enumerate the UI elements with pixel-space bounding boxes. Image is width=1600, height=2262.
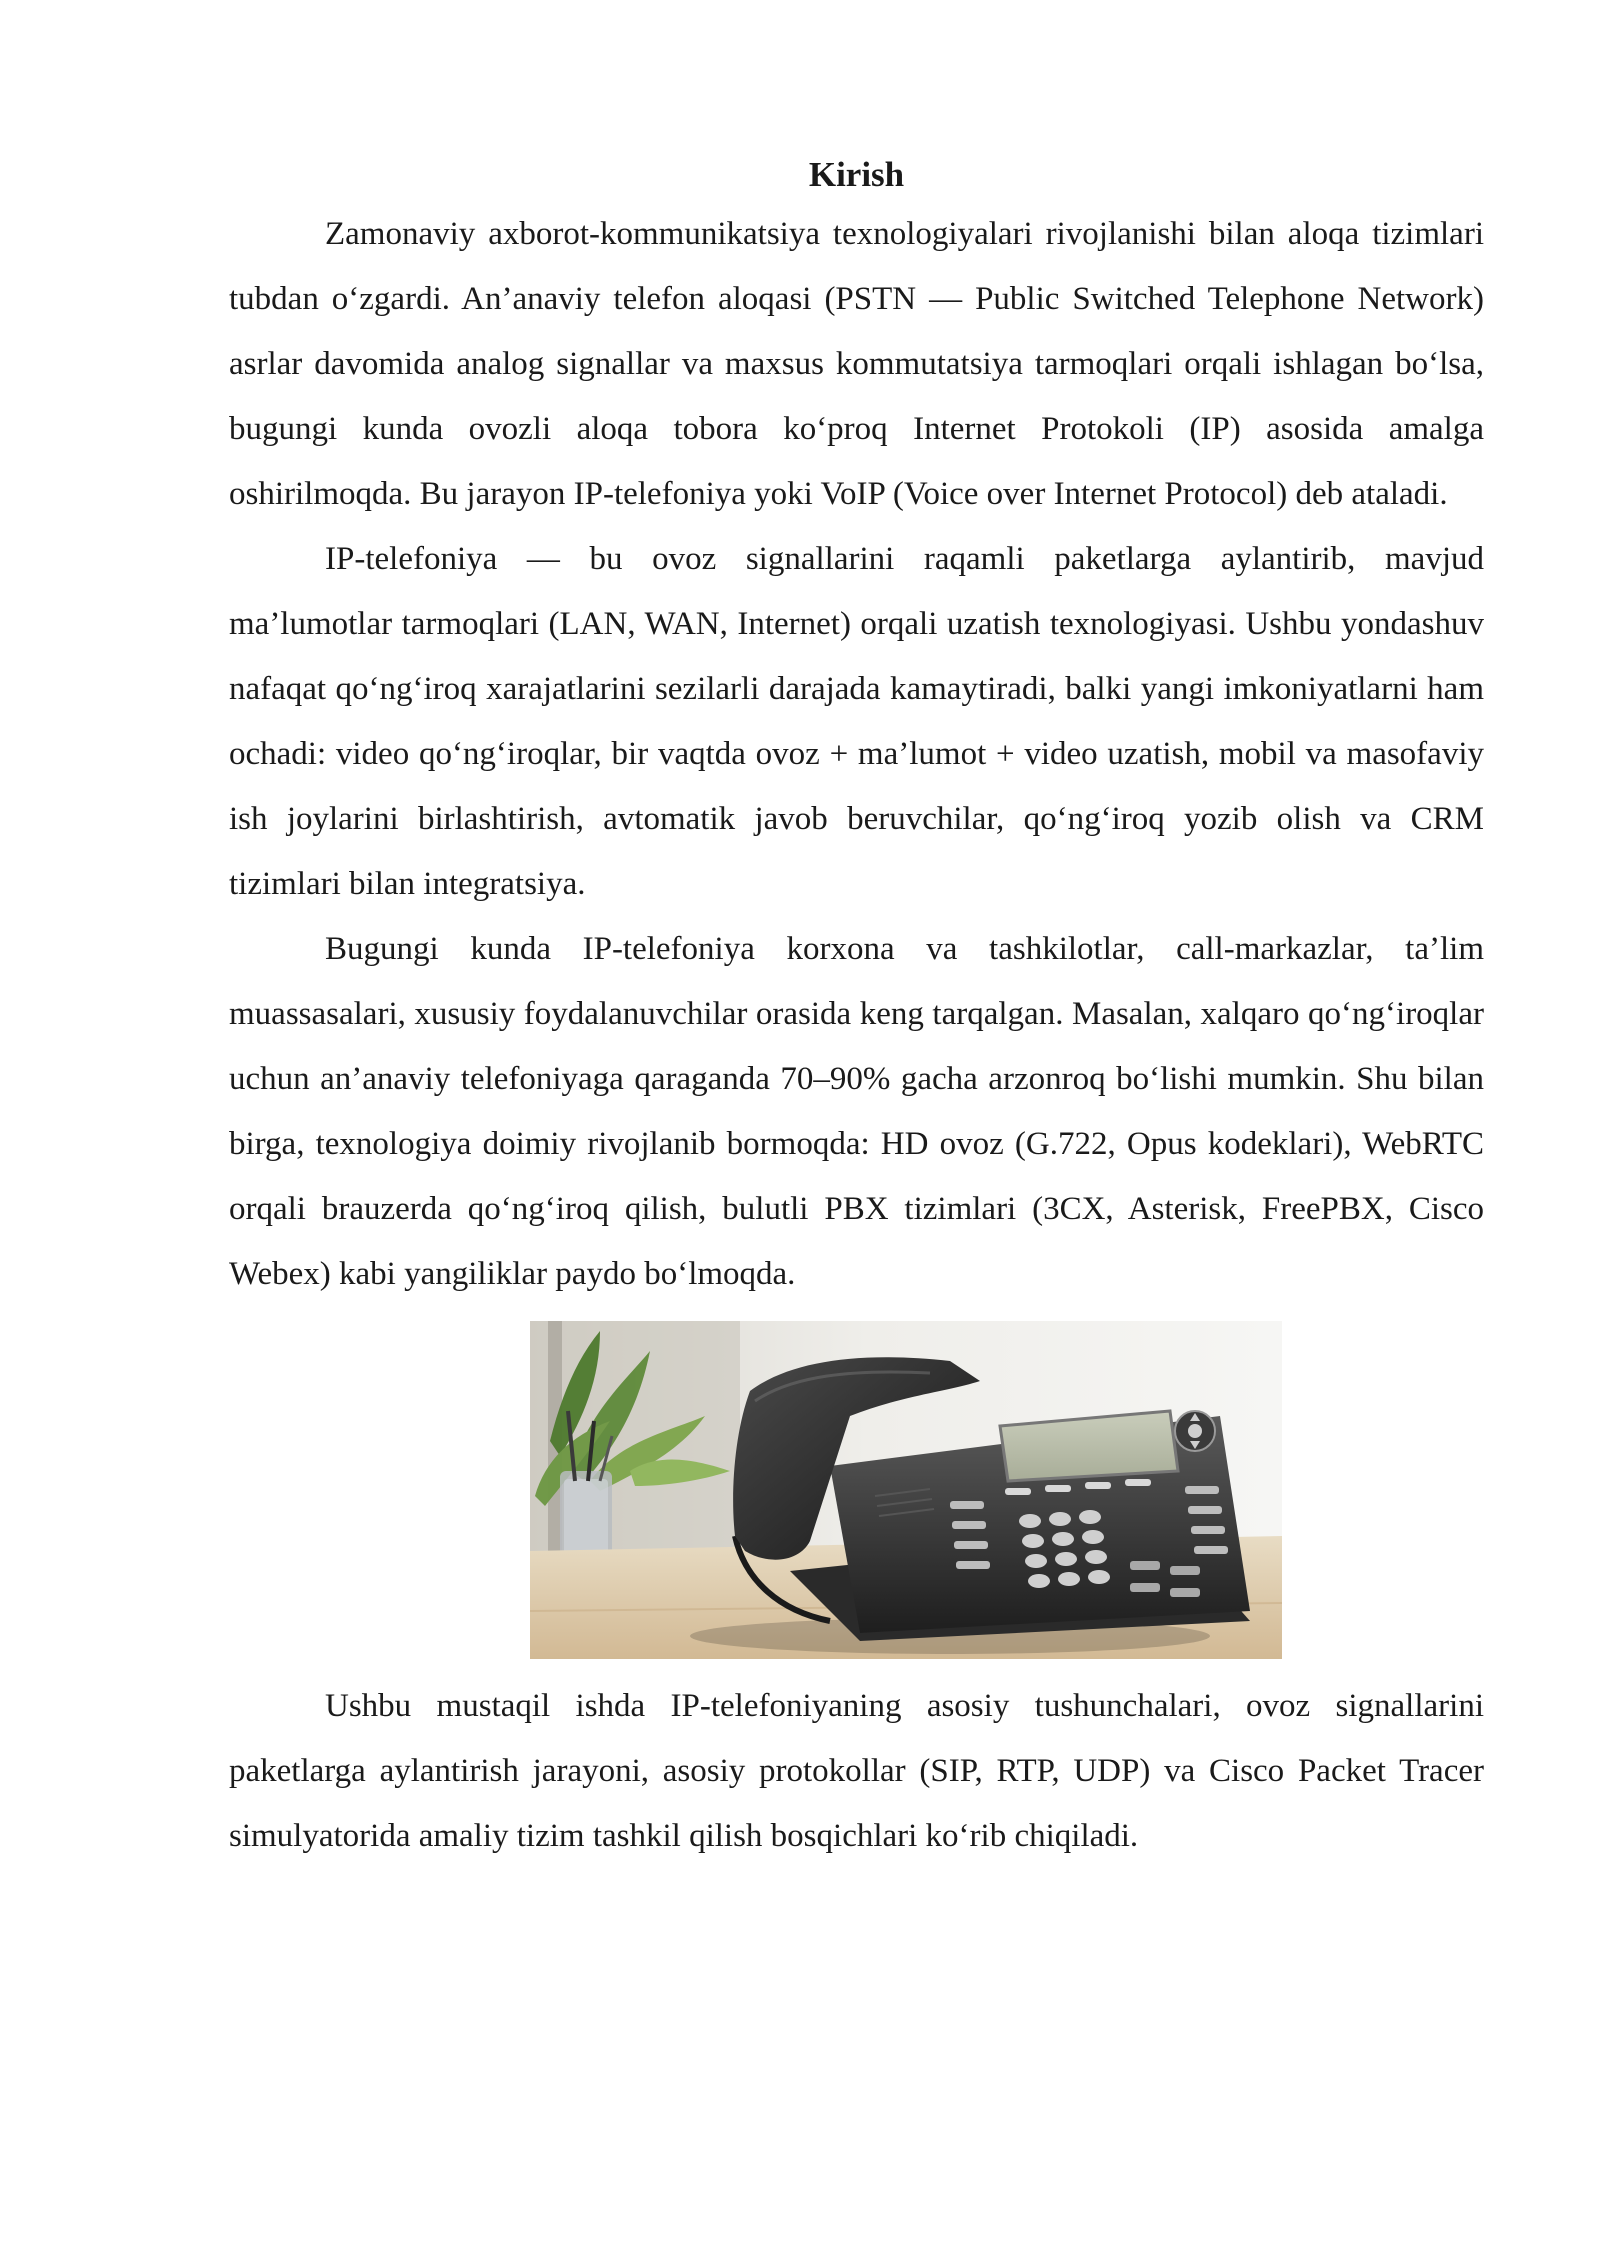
ip-phone-image — [530, 1321, 1282, 1659]
document-body — [229, 150, 1484, 1869]
paragraph-scope: Ushbu mustaqil ishda IP-telefoniyaning asosiy tushunchalari, ovoz signallarini paketlarga aylantirish jarayoni, asosiy protokollar (SIP, RTP, UDP) va Cisco Packet Tracer simulyatorida amaliy tizim tashkil qilish bosqichlari ko‘rib chiqiladi. — [229, 1688, 1484, 1854]
section-title: Kirish — [808, 155, 905, 194]
paragraph-intro: Zamonaviy axborot-kommunikatsiya texnologiyalari rivojlanishi bilan aloqa tizimlari tubdan o‘zgardi. An’anaviy telefon aloqasi (PSTN — Public Switched Telephone Network) asrlar davomida analog signallar va maxsus kommutatsiya tarmoqlari orqali ishlagan bo‘lsa, bugungi kunda ovozli aloqa tobora ko‘proq Internet Protokoli (IP) asosida amalga oshirilmoqda. Bu jarayon IP-telefoniya yoki VoIP (Voice over Internet Protocol) deb ataladi. — [229, 216, 1484, 512]
paragraph-usage: Bugungi kunda IP-telefoniya korxona va tashkilotlar, call-markazlar, ta’lim muassasalari, xususiy foydalanuvchilar orasida keng tarqalgan. Masalan, xalqaro qo‘ng‘iroqlar uchun an’anaviy telefoniyaga qaraganda 70–90% gacha arzonroq bo‘lishi mumkin. Shu bilan birga, texnologiya doimiy rivojlanib bormoqda: HD ovoz (G.722, Opus kodeklari), WebRTC orqali brauzerda qo‘ng‘iroq qilish, bulutli PBX tizimlari (3CX, Asterisk, FreePBX, Cisco Webex) kabi yangiliklar paydo bo‘lmoqda. — [229, 931, 1484, 1292]
paragraph-definition: IP-telefoniya — bu ovoz signallarini raqamli paketlarga aylantirib, mavjud ma’lumotlar tarmoqlari (LAN, WAN, Internet) orqali uzatish texnologiyasi. Ushbu yondashuv nafaqat qo‘ng‘iroq xarajatlarini sezilarli darajada kamaytiradi, balki yangi imkoniyatlarni ham ochadi: video qo‘ng‘iroqlar, bir vaqtda ovoz + ma’lumot + video uzatish, mobil va masofaviy ish joylarini birlashtirish, avtomatik javob beruvchilar, qo‘ng‘iroq yozib olish va CRM tizimlari bilan integratsiya. — [229, 541, 1484, 902]
figure — [229, 1321, 1484, 1659]
